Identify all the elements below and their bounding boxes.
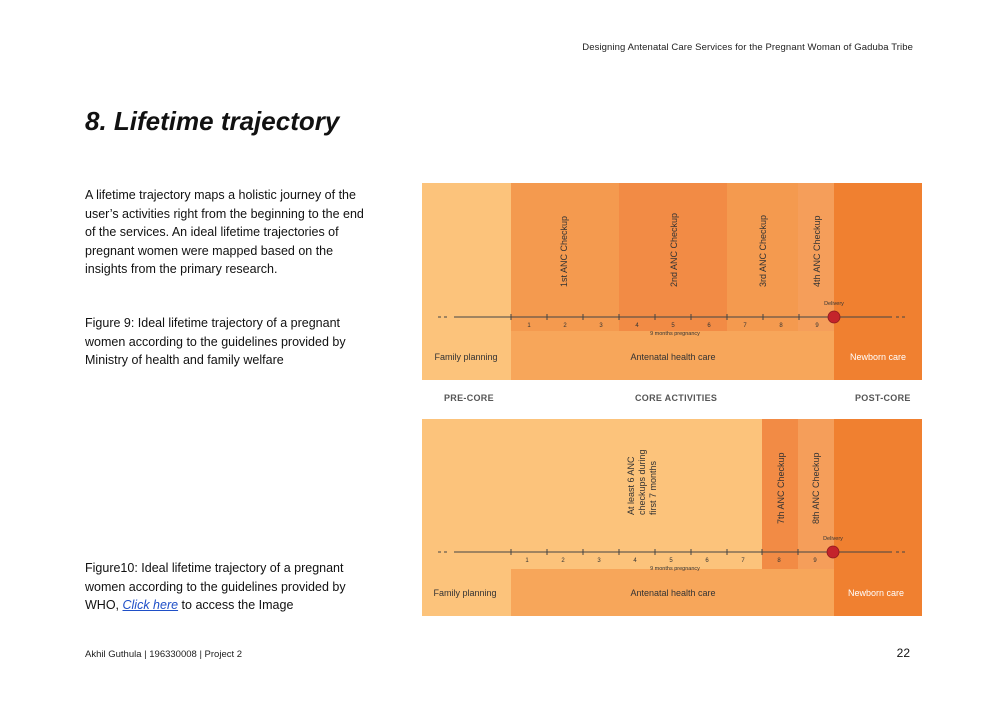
document-header: Designing Antenatal Care Services for the Pregnant Woman of Gaduba Tribe xyxy=(582,42,913,53)
checkup-label: 2nd ANC Checkup xyxy=(669,212,679,287)
pregnancy-duration-label: 9 months pregnancy xyxy=(650,566,700,572)
checkup-label-line: At least 6 ANC xyxy=(626,456,636,515)
month-label: 8 xyxy=(777,558,781,564)
delivery-label: Delivery xyxy=(824,301,844,307)
checkup-label: 1st ANC Checkup xyxy=(559,215,569,287)
checkup-label-line: first 7 months xyxy=(648,460,658,515)
figure-10-caption-suffix: to access the Image xyxy=(178,598,294,612)
band-label-left: Family planning xyxy=(433,588,497,598)
checkup-label: 8th ANC Checkup xyxy=(811,452,821,524)
month-label: 5 xyxy=(669,558,673,564)
checkup-label: 7th ANC Checkup xyxy=(776,452,786,524)
month-label: 7 xyxy=(743,323,747,329)
month-label: 5 xyxy=(671,323,675,329)
phase-precore: PRE-CORE xyxy=(444,393,494,403)
month-label: 8 xyxy=(779,323,783,329)
intro-paragraph: A lifetime trajectory maps a holistic journey of the user’s activities right from the beginning to the end of the services. An ideal lifetime trajectories of pregnant women were mapped based on the insights from the primary research. xyxy=(85,188,364,276)
month-label: 2 xyxy=(563,323,567,329)
delivery-label: Delivery xyxy=(823,536,843,542)
postcore-band xyxy=(834,183,922,380)
figure-9-caption: Figure 9: Ideal lifetime trajectory of a pregnant women according to the guidelines provided by Ministry of health and family welfare xyxy=(85,316,346,367)
month-label: 4 xyxy=(633,558,637,564)
month-label: 3 xyxy=(597,558,601,564)
figure-10-caption xyxy=(85,559,375,615)
checkup-label: 4th ANC Checkup xyxy=(812,215,822,287)
delivery-marker xyxy=(827,546,839,558)
pregnancy-duration-label: 9 months pregnancy xyxy=(650,331,700,337)
month-label: 9 xyxy=(815,323,819,329)
phase-postcore: POST-CORE xyxy=(855,393,911,403)
figure-10-caption-prefix: Figure10: Ideal lifetime trajectory of a pregnant women according to the guidelines provided by WHO, xyxy=(85,561,346,612)
click-here-link[interactable]: Click here xyxy=(122,598,179,612)
month-label: 7 xyxy=(741,558,745,564)
month-label: 2 xyxy=(561,558,565,564)
month-label: 1 xyxy=(527,323,531,329)
band-label-right: Newborn care xyxy=(847,588,905,598)
month-label: 6 xyxy=(707,323,711,329)
trajectory-figure-10 xyxy=(422,419,922,616)
month-label: 9 xyxy=(813,558,817,564)
page-title: 8. Lifetime trajectory xyxy=(85,106,340,136)
band-label-middle: Antenatal health care xyxy=(630,588,716,598)
footer-author: Akhil Guthula | 196330008 | Project 2 xyxy=(85,649,243,660)
month-label: 6 xyxy=(705,558,709,564)
month-label: 1 xyxy=(525,558,529,564)
phase-labels xyxy=(422,393,922,407)
checkup-label-line: checkups during xyxy=(637,449,647,515)
precore-band xyxy=(422,183,511,380)
delivery-marker xyxy=(828,311,840,323)
trajectory-figure-9 xyxy=(422,183,922,380)
band-label-middle: Antenatal health care xyxy=(630,352,716,362)
page-number: 22 xyxy=(896,646,910,660)
trajectory-diagram-10 xyxy=(422,419,922,616)
band-label-left: Family planning xyxy=(434,352,498,362)
postcore-band xyxy=(834,419,922,616)
checkup-label: 3rd ANC Checkup xyxy=(758,214,768,287)
trajectory-diagram-9 xyxy=(422,183,922,380)
month-label: 4 xyxy=(635,323,639,329)
phase-core-activities: CORE ACTIVITIES xyxy=(635,393,718,403)
precore-band xyxy=(422,419,511,616)
month-label: 3 xyxy=(599,323,603,329)
band-label-right: Newborn care xyxy=(849,352,907,362)
